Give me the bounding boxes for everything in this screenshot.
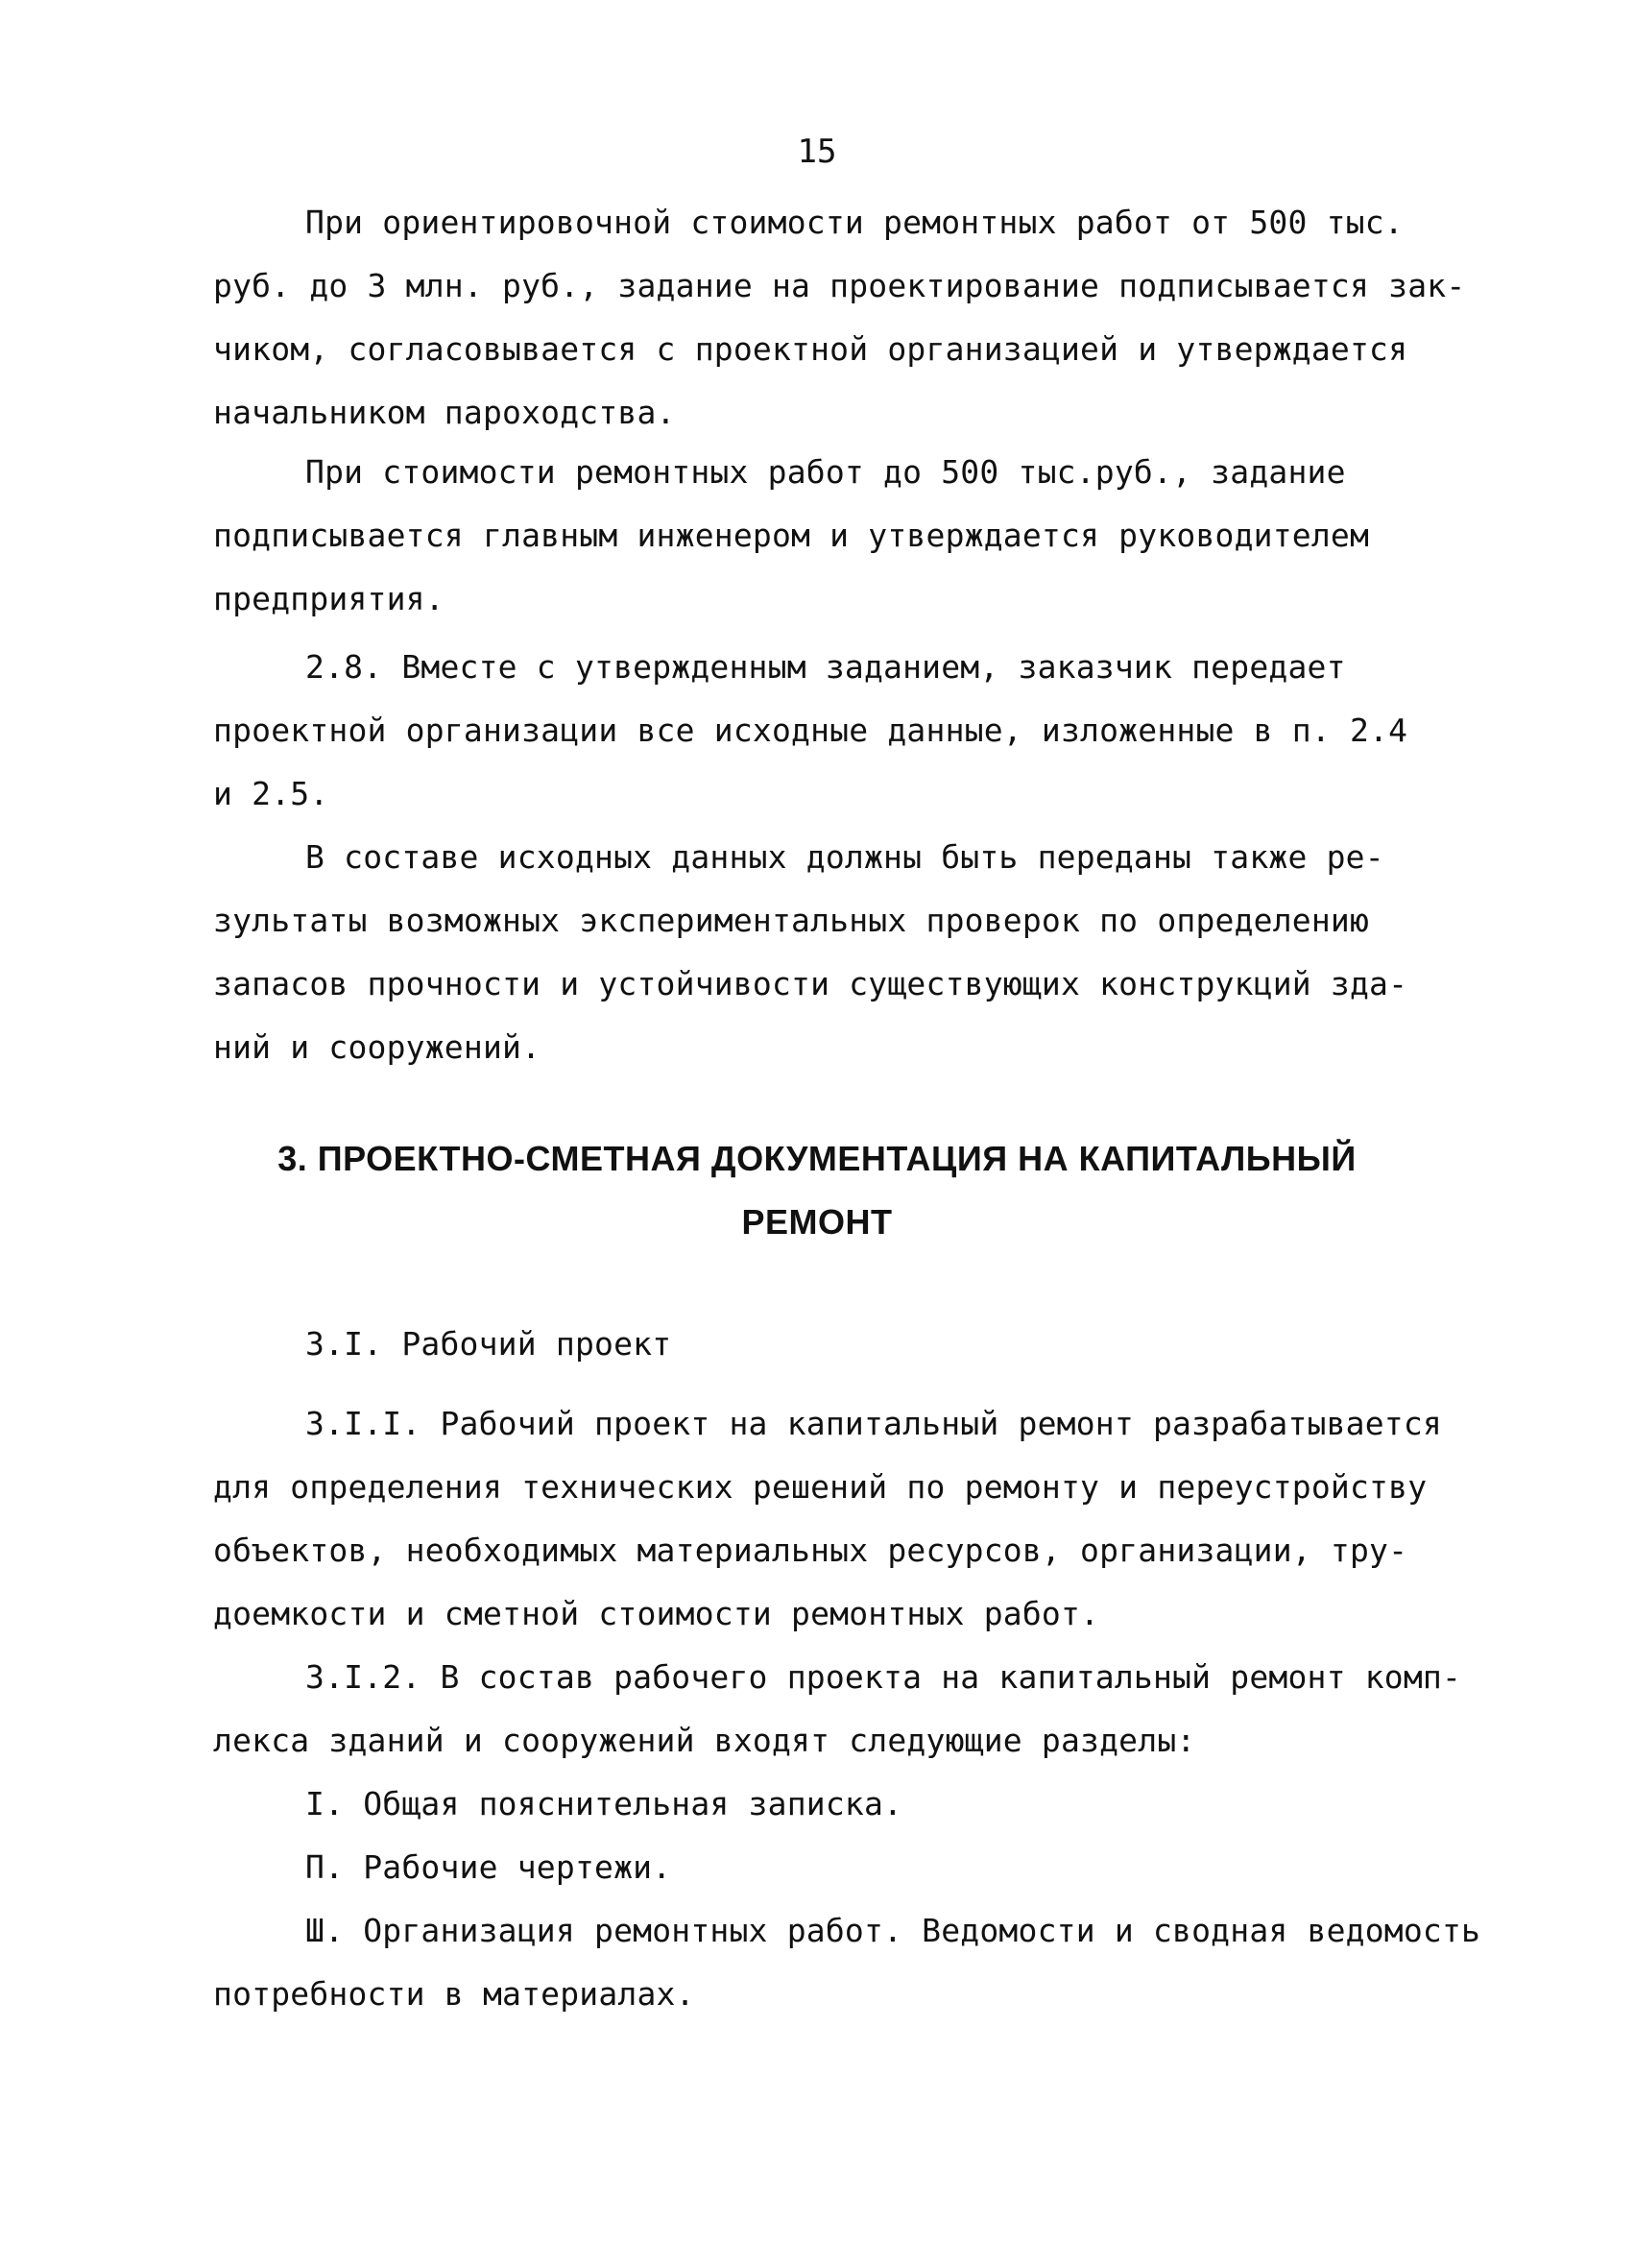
paragraph-line: 2.8. Вместе с утвержденным заданием, заказчик передает	[305, 648, 1346, 686]
paragraph-line: запасов прочности и устойчивости существующих конструкций зда-	[213, 965, 1408, 1002]
paragraph-line: При ориентировочной стоимости ремонтных работ от 500 тыс.	[305, 204, 1404, 241]
paragraph-line: В составе исходных данных должны быть переданы также ре-	[305, 838, 1384, 876]
paragraph-line: доемкости и сметной стоимости ремонтных работ.	[213, 1595, 1100, 1632]
list-item: Ш. Организация ремонтных работ. Ведомости и сводная ведомость	[305, 1912, 1481, 1949]
paragraph-line: объектов, необходимых материальных ресурсов, организации, тру-	[213, 1532, 1408, 1569]
section-heading: РЕМОНТ	[741, 1202, 893, 1242]
paragraph-line: При стоимости ремонтных работ до 500 тыс.руб., задание	[305, 453, 1346, 491]
paragraph-line: для определения технических решений по ремонту и переустройству	[213, 1468, 1428, 1506]
paragraph-line: 3.I.2. В состав рабочего проекта на капитальный ремонт комп-	[305, 1658, 1462, 1696]
paragraph-line: лекса зданий и сооружений входят следующие разделы:	[213, 1722, 1196, 1759]
list-item: П. Рабочие чертежи.	[305, 1848, 672, 1886]
list-item: потребности в материалах.	[213, 1975, 695, 2013]
subsection-title: 3.I. Рабочий проект	[305, 1325, 672, 1363]
paragraph-line: начальником пароходства.	[213, 394, 676, 431]
section-heading: 3. ПРОЕКТНО-СМЕТНАЯ ДОКУМЕНТАЦИЯ НА КАПИТАЛЬНЫЙ	[277, 1139, 1357, 1178]
paragraph-line: зультаты возможных экспериментальных проверок по определению	[213, 902, 1370, 939]
paragraph-line: подписывается главным инженером и утверждается руководителем	[213, 517, 1370, 554]
paragraph-line: предприятия.	[213, 580, 445, 617]
paragraph-line: и 2.5.	[213, 775, 329, 812]
paragraph-line: 3.I.I. Рабочий проект на капитальный ремонт разрабатывается	[305, 1405, 1442, 1442]
paragraph-line: ний и сооружений.	[213, 1028, 541, 1066]
page-number: 15	[797, 133, 837, 171]
paragraph-line: чиком, согласовывается с проектной организацией и утверждается	[213, 330, 1408, 368]
list-item: I. Общая пояснительная записка.	[305, 1785, 903, 1822]
paragraph-line: проектной организации все исходные данные, изложенные в п. 2.4	[213, 712, 1408, 749]
paragraph-line: руб. до 3 млн. руб., задание на проектирование подписывается зак-	[213, 267, 1466, 304]
